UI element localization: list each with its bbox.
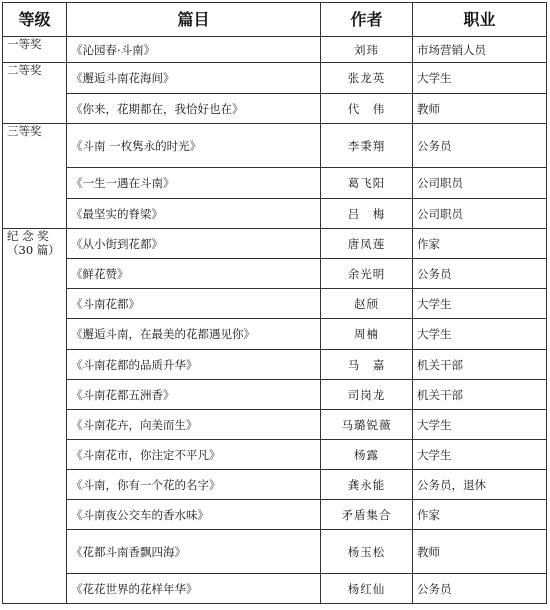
author-name: 周楠 [321, 319, 413, 350]
header-job: 职业 [413, 3, 547, 37]
table-row [3, 380, 547, 410]
table-row [3, 259, 547, 289]
occupation: 教师 [413, 530, 547, 574]
table-row [3, 37, 547, 63]
header-row [3, 3, 547, 37]
award-level-note: （30 篇） [7, 243, 60, 257]
header-level: 等级 [3, 3, 67, 37]
award-level: 三等奖 [7, 124, 42, 138]
work-title: 《斗南花都五洲香》 [67, 380, 321, 410]
work-title: 《花花世界的花样年华》 [67, 574, 321, 604]
table-row [3, 168, 547, 199]
work-title: 《最坚实的脊梁》 [67, 199, 321, 229]
table-row [3, 440, 547, 470]
work-title: 《邂逅斗南花海间》 [67, 63, 321, 94]
author-name: 赵颀 [321, 289, 413, 319]
occupation: 市场营销人员 [413, 37, 547, 63]
occupation: 大学生 [413, 440, 547, 470]
work-title: 《斗南，你有一个花的名字》 [67, 470, 321, 500]
work-title: 《沁园春·斗南》 [67, 37, 321, 63]
table-row [3, 124, 547, 168]
author-name: 杨露 [321, 440, 413, 470]
award-level: 一等奖 [7, 37, 42, 51]
occupation: 公司职员 [413, 199, 547, 229]
author-name: 杨玉松 [321, 530, 413, 574]
table-row [3, 319, 547, 350]
header-author: 作者 [321, 3, 413, 37]
work-title: 《你来，花期都在，我恰好也在》 [67, 94, 321, 124]
occupation: 大学生 [413, 319, 547, 350]
occupation: 作家 [413, 500, 547, 530]
work-title: 《斗南花都的品质升华》 [67, 350, 321, 380]
work-title: 《从小街到花都》 [67, 229, 321, 259]
table-row [3, 199, 547, 229]
table-row [3, 94, 547, 124]
award-level-cell [3, 37, 67, 63]
occupation: 教师 [413, 94, 547, 124]
occupation: 机关干部 [413, 380, 547, 410]
award-level-cell [3, 229, 67, 604]
author-name: 龚永能 [321, 470, 413, 500]
table-row [3, 574, 547, 604]
award-level-cell [3, 124, 67, 229]
occupation: 公司职员 [413, 168, 547, 199]
author-name: 唐凤莲 [321, 229, 413, 259]
occupation: 大学生 [413, 63, 547, 94]
occupation: 公务员 [413, 124, 547, 168]
work-title: 《花都斗南香飘四海》 [67, 530, 321, 574]
award-level: 二等奖 [7, 63, 42, 77]
award-level-cell [3, 63, 67, 124]
work-title: 《一生一遇在斗南》 [67, 168, 321, 199]
author-name: 马 嘉 [321, 350, 413, 380]
occupation: 大学生 [413, 410, 547, 440]
work-title: 《斗南花市，你注定不平凡》 [67, 440, 321, 470]
table-row [3, 350, 547, 380]
occupation: 机关干部 [413, 350, 547, 380]
table-row [3, 470, 547, 500]
occupation: 作家 [413, 229, 547, 259]
awards-table [2, 2, 547, 604]
author-name: 张龙英 [321, 63, 413, 94]
table-row [3, 63, 547, 94]
table-row [3, 229, 547, 259]
author-name: 葛飞阳 [321, 168, 413, 199]
table-row [3, 410, 547, 440]
occupation: 公务员 [413, 259, 547, 289]
work-title: 《斗南花都》 [67, 289, 321, 319]
award-level: 纪 念 奖 [7, 229, 49, 243]
work-title: 《斗南夜公交车的香水味》 [67, 500, 321, 530]
author-name: 李秉翔 [321, 124, 413, 168]
author-name: 代 伟 [321, 94, 413, 124]
author-name: 吕 梅 [321, 199, 413, 229]
work-title: 《鲜花赞》 [67, 259, 321, 289]
header-title: 篇目 [67, 3, 321, 37]
occupation: 公务员，退休 [413, 470, 547, 500]
work-title: 《斗南 一枚隽永的时光》 [67, 124, 321, 168]
author-name: 杨红仙 [321, 574, 413, 604]
table-row [3, 530, 547, 574]
table-row [3, 500, 547, 530]
work-title: 《邂逅斗南，在最美的花都遇见你》 [67, 319, 321, 350]
author-name: 余光明 [321, 259, 413, 289]
author-name: 矛盾集合 [321, 500, 413, 530]
author-name: 马璐锐薇 [321, 410, 413, 440]
table-row [3, 289, 547, 319]
author-name: 刘玮 [321, 37, 413, 63]
occupation: 大学生 [413, 289, 547, 319]
occupation: 公务员 [413, 574, 547, 604]
author-name: 司岗龙 [321, 380, 413, 410]
work-title: 《斗南花卉，向美而生》 [67, 410, 321, 440]
